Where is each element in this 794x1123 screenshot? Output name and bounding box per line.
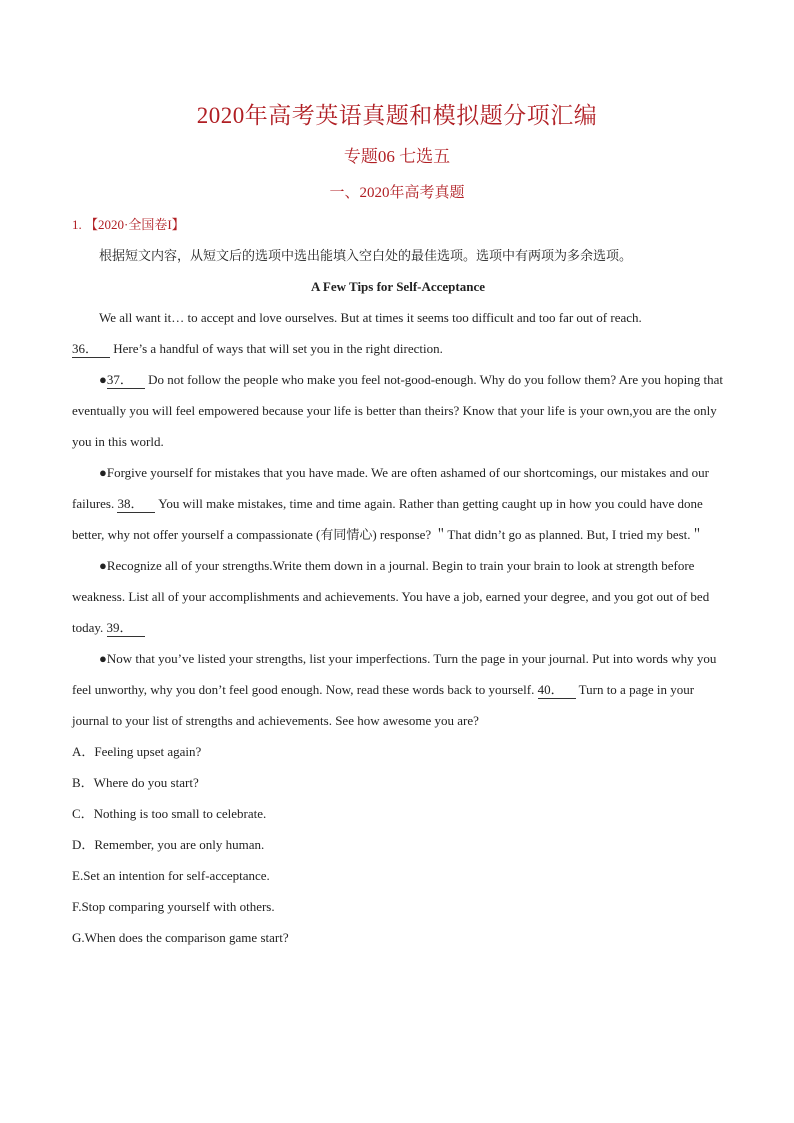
paragraph-2-text: Do not follow the people who make you feel not-good-enough. Why do you follow them? Are you hoping that eventually you will feel empowered because your life is better than theirs? Know that your life is your own,you are the only you in this world. <box>72 372 724 449</box>
option-d: D．Remember, you are only human. <box>72 837 265 852</box>
paragraph-4-text: ●Recognize all of your strengths.Write them down in a journal. Begin to train your brain to look at strength before weakness. List all of your accomplishments and achievements. You have a job, earned your degree, and you got out of bed today. <box>72 558 710 635</box>
blank-36: 36． <box>72 341 110 358</box>
paragraph-1-text-a: We all want it… to accept and love ourselves. But at times it seems too difficult and too far out of reach. <box>99 310 642 325</box>
question-source: 【2020·全国卷I】 <box>85 217 185 232</box>
section-title: 一、2020年高考真题 <box>329 185 465 201</box>
paragraph-2 <box>72 364 724 457</box>
paragraph-3-text-b: You will make mistakes, time and time again. Rather than getting caught up in how you could have done better, why not offer yourself a compassionate (有同情心) response? ＂That didn’t go as planned. But, I tried my best.＂ <box>72 496 704 542</box>
paragraph-3-text-a: ●Forgive yourself for mistakes that you have made. We are often ashamed of our shortcomings, our mistakes and our failures. <box>72 465 709 511</box>
question-body <box>72 240 724 953</box>
question-number: 1. <box>72 217 82 232</box>
paragraph-4 <box>72 550 724 643</box>
paragraph-5-text-b: Turn to a page in your journal to your list of strengths and achievements. See how awesome you are? <box>72 682 695 728</box>
option-a: A．Feeling upset again? <box>72 744 202 759</box>
passage-title: A Few Tips for Self-Acceptance <box>310 279 486 294</box>
topic-subtitle: 专题06 七选五 <box>343 147 451 166</box>
blank-40: 40． <box>538 682 576 699</box>
option-c: C．Nothing is too small to celebrate. <box>72 806 267 821</box>
paragraph-1-text-b: Here’s a handful of ways that will set you in the right direction. <box>110 341 443 356</box>
paragraph-1 <box>72 302 724 364</box>
option-g: G.When does the comparison game start? <box>72 930 289 945</box>
paragraph-5-text-a: ●Now that you’ve listed your strengths, list your imperfections. Turn the page in your journal. Put into words why you feel unworthy, why you don’t feel good enough. Now, read these words back to yourself. <box>72 651 717 697</box>
blank-39: 39． <box>107 620 145 637</box>
option-f: F.Stop comparing yourself with others. <box>72 899 275 914</box>
bullet: ● <box>99 372 107 387</box>
paragraph-3 <box>72 457 724 550</box>
paragraph-5 <box>72 643 724 736</box>
blank-38: 38． <box>117 496 155 513</box>
option-e: E.Set an intention for self-acceptance. <box>72 868 270 883</box>
option-b: B．Where do you start? <box>72 775 199 790</box>
instruction-text: 根据短文内容，从短文后的选项中选出能填入空白处的最佳选项。选项中有两项为多余选项。 <box>99 248 633 263</box>
question-header <box>72 216 185 234</box>
blank-37: 37． <box>107 372 145 389</box>
page-title: 2020年高考英语真题和模拟题分项汇编 <box>196 103 598 128</box>
